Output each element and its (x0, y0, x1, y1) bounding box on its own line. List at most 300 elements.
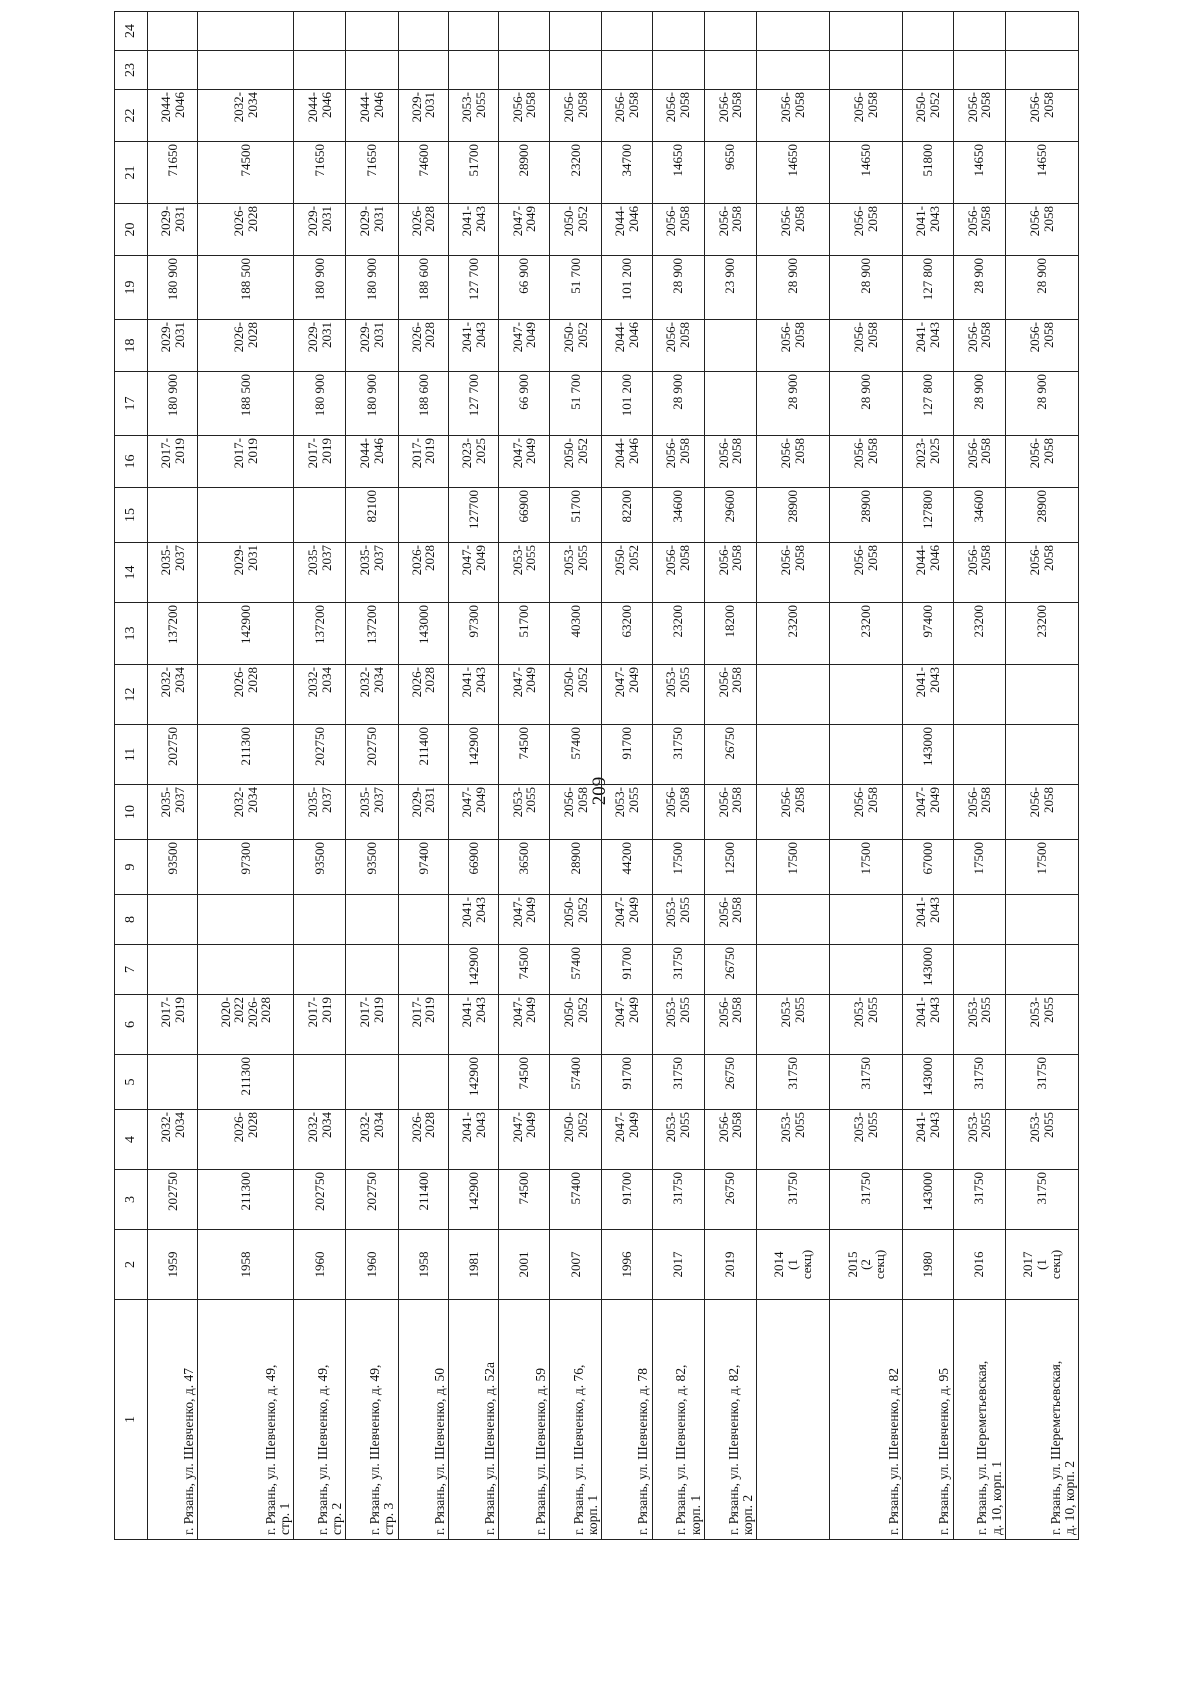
table-cell (652, 51, 704, 90)
address-cell: г. Рязань, ул. Шевченко, д. 82, корп. 1 (652, 1300, 704, 1540)
table-cell: 2041- 2043 (903, 204, 953, 256)
address-cell: г. Рязань, ул. Шевченко, д. 78 (602, 1300, 652, 1540)
table-cell: 28 900 (953, 372, 1005, 436)
table-cell: 2050- 2052 (549, 320, 601, 372)
table-cell: 17500 (652, 840, 704, 895)
table-cell: 2032- 2034 (198, 785, 294, 840)
table-cell (1005, 945, 1078, 995)
table-cell: 17500 (953, 840, 1005, 895)
table-cell (903, 12, 953, 51)
table-cell: 2053- 2055 (953, 995, 1005, 1055)
table-cell: 31750 (756, 1170, 829, 1230)
table-cell: 51700 (549, 488, 601, 543)
table-cell: 143000 (903, 725, 953, 785)
table-cell: 2053- 2055 (1005, 995, 1078, 1055)
address-cell: г. Рязань, ул. Шевченко, д. 49, стр. 3 (346, 1300, 398, 1540)
table-cell: 2029- 2031 (398, 90, 448, 142)
column-header: 6 (115, 995, 148, 1055)
table-cell: 2056- 2058 (756, 785, 829, 840)
build-year-cell: 1959 (148, 1230, 198, 1300)
table-cell: 2053- 2055 (652, 665, 704, 725)
table-cell: 180 900 (346, 256, 398, 320)
column-header: 8 (115, 895, 148, 945)
table-row (499, 12, 549, 1540)
table-cell: 142900 (449, 1170, 499, 1230)
table-cell (449, 12, 499, 51)
build-year-cell: 2015 (2 секц) (830, 1230, 903, 1300)
table-cell: 2056- 2058 (549, 90, 601, 142)
table-cell: 74500 (499, 1170, 549, 1230)
table-cell: 51700 (499, 603, 549, 665)
table-cell: 28 900 (652, 372, 704, 436)
table-cell: 211400 (398, 725, 448, 785)
table-cell: 34600 (652, 488, 704, 543)
table-cell: 31750 (953, 1055, 1005, 1110)
table-cell: 23200 (756, 603, 829, 665)
table-cell: 2056- 2058 (953, 320, 1005, 372)
table-cell: 2056- 2058 (652, 436, 704, 488)
address-cell: г. Рязань, ул. Шевченко, д. 50 (398, 1300, 448, 1540)
table-cell: 2056- 2058 (1005, 543, 1078, 603)
table-cell: 17500 (1005, 840, 1078, 895)
column-header: 14 (115, 543, 148, 603)
table-cell (148, 12, 198, 51)
table-cell: 2050- 2052 (549, 204, 601, 256)
table-cell: 2050- 2052 (549, 995, 601, 1055)
table-cell (198, 895, 294, 945)
table-cell (1005, 12, 1078, 51)
table-cell (1005, 665, 1078, 725)
table-row (903, 12, 953, 1540)
table-cell: 23200 (652, 603, 704, 665)
table-cell: 202750 (148, 725, 198, 785)
table-cell: 2053- 2055 (652, 895, 704, 945)
table-cell (1005, 51, 1078, 90)
address-cell: г. Рязань, ул. Шевченко, д. 76, корп. 1 (549, 1300, 601, 1540)
address-cell: г. Рязань, ул. Шевченко, д. 82 (830, 1300, 903, 1540)
table-cell: 2050- 2052 (549, 1110, 601, 1170)
table-cell: 2053- 2055 (499, 785, 549, 840)
table-cell: 2056- 2058 (756, 204, 829, 256)
table-cell: 2056- 2058 (830, 204, 903, 256)
build-year-cell: 2017 (652, 1230, 704, 1300)
table-cell: 17500 (830, 840, 903, 895)
table-cell (346, 1055, 398, 1110)
table-cell: 2023- 2025 (903, 436, 953, 488)
column-header: 13 (115, 603, 148, 665)
table-cell: 2047- 2049 (449, 785, 499, 840)
build-year-cell: 2016 (953, 1230, 1005, 1300)
column-header: 5 (115, 1055, 148, 1110)
table-cell: 2047- 2049 (499, 204, 549, 256)
table-cell: 2056- 2058 (602, 90, 652, 142)
column-header: 12 (115, 665, 148, 725)
table-cell: 2050- 2052 (549, 665, 601, 725)
table-cell: 2053- 2055 (499, 543, 549, 603)
table-cell: 14650 (953, 142, 1005, 204)
table-cell (953, 945, 1005, 995)
table-cell: 2044- 2046 (346, 436, 398, 488)
column-header: 15 (115, 488, 148, 543)
table-cell: 31750 (1005, 1055, 1078, 1110)
build-year-cell: 1980 (903, 1230, 953, 1300)
table-cell: 2026- 2028 (398, 204, 448, 256)
table-cell: 2056- 2058 (953, 436, 1005, 488)
table-cell: 2017- 2019 (398, 436, 448, 488)
table-cell: 2056- 2058 (704, 895, 756, 945)
table-cell: 14650 (1005, 142, 1078, 204)
table-cell: 2056- 2058 (953, 543, 1005, 603)
column-header: 21 (115, 142, 148, 204)
table-cell: 31750 (953, 1170, 1005, 1230)
table-row (830, 12, 903, 1540)
table-cell (756, 945, 829, 995)
table-cell (704, 51, 756, 90)
table-cell: 127700 (449, 488, 499, 543)
table-cell: 31750 (652, 1170, 704, 1230)
table-cell: 2053- 2055 (830, 995, 903, 1055)
address-cell: г. Рязань, ул. Шереметьевская, д. 10, корп. 1 (953, 1300, 1005, 1540)
table-cell: 2056- 2058 (704, 90, 756, 142)
table-row (346, 12, 398, 1540)
column-header: 22 (115, 90, 148, 142)
table-cell: 2041- 2043 (449, 320, 499, 372)
table-cell (398, 12, 448, 51)
table-cell: 31750 (830, 1170, 903, 1230)
table-cell: 31750 (830, 1055, 903, 1110)
table-cell: 2056- 2058 (704, 204, 756, 256)
table-cell: 142900 (449, 725, 499, 785)
table-cell: 91700 (602, 725, 652, 785)
table-cell (704, 372, 756, 436)
table-cell: 51800 (903, 142, 953, 204)
table-cell: 28 900 (756, 256, 829, 320)
table-cell: 2056- 2058 (756, 436, 829, 488)
table-cell: 91700 (602, 1170, 652, 1230)
table-cell: 97300 (449, 603, 499, 665)
table-cell: 211400 (398, 1170, 448, 1230)
address-cell: г. Рязань, ул. Шевченко, д. 49, стр. 2 (294, 1300, 346, 1540)
table-cell: 2053- 2055 (756, 1110, 829, 1170)
table-cell: 14650 (756, 142, 829, 204)
table-cell: 101 200 (602, 372, 652, 436)
table-cell: 180 900 (294, 256, 346, 320)
table-row (398, 12, 448, 1540)
table-cell (756, 895, 829, 945)
table-cell (652, 12, 704, 51)
table-cell: 2056- 2058 (704, 665, 756, 725)
table-cell (756, 665, 829, 725)
table-cell: 2017- 2019 (294, 436, 346, 488)
table-cell (346, 51, 398, 90)
table-cell: 2053- 2055 (652, 1110, 704, 1170)
table-cell: 2026- 2028 (398, 320, 448, 372)
table-cell: 2047- 2049 (499, 895, 549, 945)
table-cell: 101 200 (602, 256, 652, 320)
table-cell (198, 945, 294, 995)
table-cell: 143000 (903, 1055, 953, 1110)
table-cell: 2056- 2058 (652, 204, 704, 256)
table-cell: 2029- 2031 (148, 320, 198, 372)
table-cell: 2044- 2046 (148, 90, 198, 142)
address-cell: г. Рязань, ул. Шереметьевская, д. 10, корп. 2 (1005, 1300, 1078, 1540)
table-cell (346, 895, 398, 945)
table-cell: 93500 (294, 840, 346, 895)
table-cell (499, 12, 549, 51)
table-cell (398, 51, 448, 90)
table-cell (903, 51, 953, 90)
table-cell: 28 900 (756, 372, 829, 436)
page-number: 209 (589, 776, 610, 806)
table-row (198, 12, 294, 1540)
table-cell: 2017- 2019 (346, 995, 398, 1055)
table-cell: 18200 (704, 603, 756, 665)
table-cell (704, 320, 756, 372)
table-cell: 2053- 2055 (602, 785, 652, 840)
table-row (148, 12, 198, 1540)
build-year-cell: 1958 (198, 1230, 294, 1300)
table-cell: 202750 (346, 1170, 398, 1230)
table-row (449, 12, 499, 1540)
table-cell: 2056- 2058 (652, 90, 704, 142)
table-cell: 2056- 2058 (704, 785, 756, 840)
table-cell: 2056- 2058 (830, 320, 903, 372)
table-cell: 2050- 2052 (549, 436, 601, 488)
table-cell: 2035- 2037 (294, 543, 346, 603)
table-cell: 127800 (903, 488, 953, 543)
table-cell (830, 12, 903, 51)
table-cell: 2047- 2049 (499, 320, 549, 372)
address-cell (756, 1300, 829, 1540)
table-cell (549, 12, 601, 51)
table-cell: 2047- 2049 (602, 995, 652, 1055)
table-cell: 142900 (198, 603, 294, 665)
table-cell: 2044- 2046 (294, 90, 346, 142)
build-year-cell: 1960 (346, 1230, 398, 1300)
table-cell: 74500 (499, 945, 549, 995)
table-cell (398, 945, 448, 995)
table-cell: 2053- 2055 (1005, 1110, 1078, 1170)
build-year-cell: 2014 (1 секц) (756, 1230, 829, 1300)
table-cell: 2029- 2031 (346, 320, 398, 372)
table-cell: 28 900 (830, 256, 903, 320)
table-cell: 2026- 2028 (398, 1110, 448, 1170)
table-cell: 2056- 2058 (830, 436, 903, 488)
table-cell: 2041- 2043 (903, 1110, 953, 1170)
table-cell: 36500 (499, 840, 549, 895)
table-cell: 23200 (1005, 603, 1078, 665)
table-cell: 66900 (449, 840, 499, 895)
address-cell: г. Рязань, ул. Шевченко, д. 59 (499, 1300, 549, 1540)
table-cell: 28 900 (953, 256, 1005, 320)
table-cell (198, 51, 294, 90)
table-cell (198, 12, 294, 51)
table-cell: 9650 (704, 142, 756, 204)
table-cell: 180 900 (148, 372, 198, 436)
table-cell: 127 700 (449, 256, 499, 320)
column-header: 2 (115, 1230, 148, 1300)
table-cell: 34700 (602, 142, 652, 204)
table-cell: 2032- 2034 (294, 665, 346, 725)
table-cell (148, 1055, 198, 1110)
table-cell: 2053- 2055 (449, 90, 499, 142)
table-cell: 74600 (398, 142, 448, 204)
table-cell: 2053- 2055 (756, 995, 829, 1055)
table-cell: 31750 (652, 945, 704, 995)
table-cell: 137200 (148, 603, 198, 665)
table-cell: 66 900 (499, 256, 549, 320)
address-cell: г. Рязань, ул. Шевченко, д. 52а (449, 1300, 499, 1540)
table-cell: 93500 (148, 840, 198, 895)
table-cell: 51 700 (549, 372, 601, 436)
table-cell (830, 665, 903, 725)
table-cell: 2035- 2037 (346, 543, 398, 603)
table-cell: 188 500 (198, 256, 294, 320)
table-cell: 71650 (294, 142, 346, 204)
table-cell: 180 900 (148, 256, 198, 320)
table-cell: 71650 (148, 142, 198, 204)
repair-schedule-table (114, 11, 1079, 1540)
table-cell: 2026- 2028 (198, 665, 294, 725)
table-cell (294, 1055, 346, 1110)
table-cell: 2032- 2034 (198, 90, 294, 142)
table-cell: 66900 (499, 488, 549, 543)
table-cell: 2056- 2058 (953, 90, 1005, 142)
table-cell: 2047- 2049 (602, 665, 652, 725)
build-year-cell: 1958 (398, 1230, 448, 1300)
table-cell: 2017- 2019 (398, 995, 448, 1055)
build-year-cell: 1981 (449, 1230, 499, 1300)
address-cell: г. Рязань, ул. Шевченко, д. 49, стр. 1 (198, 1300, 294, 1540)
table-cell: 2047- 2049 (602, 1110, 652, 1170)
table-cell: 23200 (830, 603, 903, 665)
table-cell: 26750 (704, 1055, 756, 1110)
table-cell: 2029- 2031 (198, 543, 294, 603)
column-header: 20 (115, 204, 148, 256)
table-cell: 2056- 2058 (953, 204, 1005, 256)
table-cell: 2026- 2028 (198, 320, 294, 372)
table-cell: 127 800 (903, 372, 953, 436)
table-row (704, 12, 756, 1540)
table-cell (830, 895, 903, 945)
table-cell: 12500 (704, 840, 756, 895)
table-cell: 2026- 2028 (398, 543, 448, 603)
table-body (148, 12, 1079, 1540)
table-row (602, 12, 652, 1540)
table-cell: 2044- 2046 (602, 436, 652, 488)
table-cell: 2056- 2058 (704, 995, 756, 1055)
table-cell: 2056- 2058 (756, 543, 829, 603)
build-year-cell: 1996 (602, 1230, 652, 1300)
table-cell: 29600 (704, 488, 756, 543)
table-cell: 2017- 2019 (198, 436, 294, 488)
table-cell: 40300 (549, 603, 601, 665)
table-row (756, 12, 829, 1540)
table-cell (294, 488, 346, 543)
table-cell: 2047- 2049 (449, 543, 499, 603)
column-header: 3 (115, 1170, 148, 1230)
table-cell: 202750 (294, 725, 346, 785)
table-cell: 2026- 2028 (198, 1110, 294, 1170)
table-cell (953, 12, 1005, 51)
table-cell: 71650 (346, 142, 398, 204)
table-cell (953, 725, 1005, 785)
table-cell: 28 900 (830, 372, 903, 436)
table-row (953, 12, 1005, 1540)
table-cell: 82100 (346, 488, 398, 543)
table-cell: 2041- 2043 (449, 995, 499, 1055)
table-cell (830, 945, 903, 995)
table-cell: 2029- 2031 (148, 204, 198, 256)
column-header: 7 (115, 945, 148, 995)
table-cell: 2032- 2034 (148, 1110, 198, 1170)
table-cell: 2047- 2049 (499, 665, 549, 725)
table-cell: 91700 (602, 1055, 652, 1110)
table-cell: 2026- 2028 (398, 665, 448, 725)
column-header: 18 (115, 320, 148, 372)
table-cell: 2056- 2058 (1005, 320, 1078, 372)
table-cell: 2047- 2049 (903, 785, 953, 840)
table-cell: 57400 (549, 725, 601, 785)
table-cell: 2023- 2025 (449, 436, 499, 488)
column-header: 24 (115, 12, 148, 51)
table-cell: 31750 (652, 725, 704, 785)
table-cell: 2050- 2052 (602, 543, 652, 603)
table-cell (602, 12, 652, 51)
table-cell: 2056- 2058 (830, 785, 903, 840)
table-cell (602, 51, 652, 90)
table-cell: 2029- 2031 (294, 320, 346, 372)
table-cell: 97300 (198, 840, 294, 895)
table-cell: 143000 (398, 603, 448, 665)
table-cell: 2047- 2049 (499, 1110, 549, 1170)
table-cell (398, 895, 448, 945)
address-cell: г. Рязань, ул. Шевченко, д. 47 (148, 1300, 198, 1540)
table-cell: 2041- 2043 (449, 204, 499, 256)
build-year-cell: 2019 (704, 1230, 756, 1300)
table-cell: 2047- 2049 (499, 995, 549, 1055)
table-cell: 2035- 2037 (148, 785, 198, 840)
table-cell (148, 51, 198, 90)
address-cell: г. Рязань, ул. Шевченко, д. 82, корп. 2 (704, 1300, 756, 1540)
table-cell: 2017- 2019 (148, 436, 198, 488)
table-cell: 2032- 2034 (294, 1110, 346, 1170)
table-cell: 2020- 2022 2026- 2028 (198, 995, 294, 1055)
table-cell (830, 51, 903, 90)
address-cell: г. Рязань, ул. Шевченко, д. 95 (903, 1300, 953, 1540)
table-cell (294, 51, 346, 90)
table-cell: 2056- 2058 (953, 785, 1005, 840)
table-cell (398, 1055, 448, 1110)
table-cell (398, 488, 448, 543)
table-cell: 2017- 2019 (294, 995, 346, 1055)
table-cell: 127 700 (449, 372, 499, 436)
table-cell: 2032- 2034 (346, 665, 398, 725)
table-cell: 2017- 2019 (148, 995, 198, 1055)
table-cell: 2044- 2046 (346, 90, 398, 142)
table-cell: 28900 (549, 840, 601, 895)
table-row (549, 12, 601, 1540)
table-cell: 137200 (346, 603, 398, 665)
table-cell: 2047- 2049 (602, 895, 652, 945)
table-cell: 31750 (652, 1055, 704, 1110)
table-cell (449, 51, 499, 90)
table-cell: 211300 (198, 1170, 294, 1230)
table-cell: 2035- 2037 (346, 785, 398, 840)
table-cell: 26750 (704, 1170, 756, 1230)
table-cell: 2053- 2055 (830, 1110, 903, 1170)
table-cell: 23200 (953, 603, 1005, 665)
